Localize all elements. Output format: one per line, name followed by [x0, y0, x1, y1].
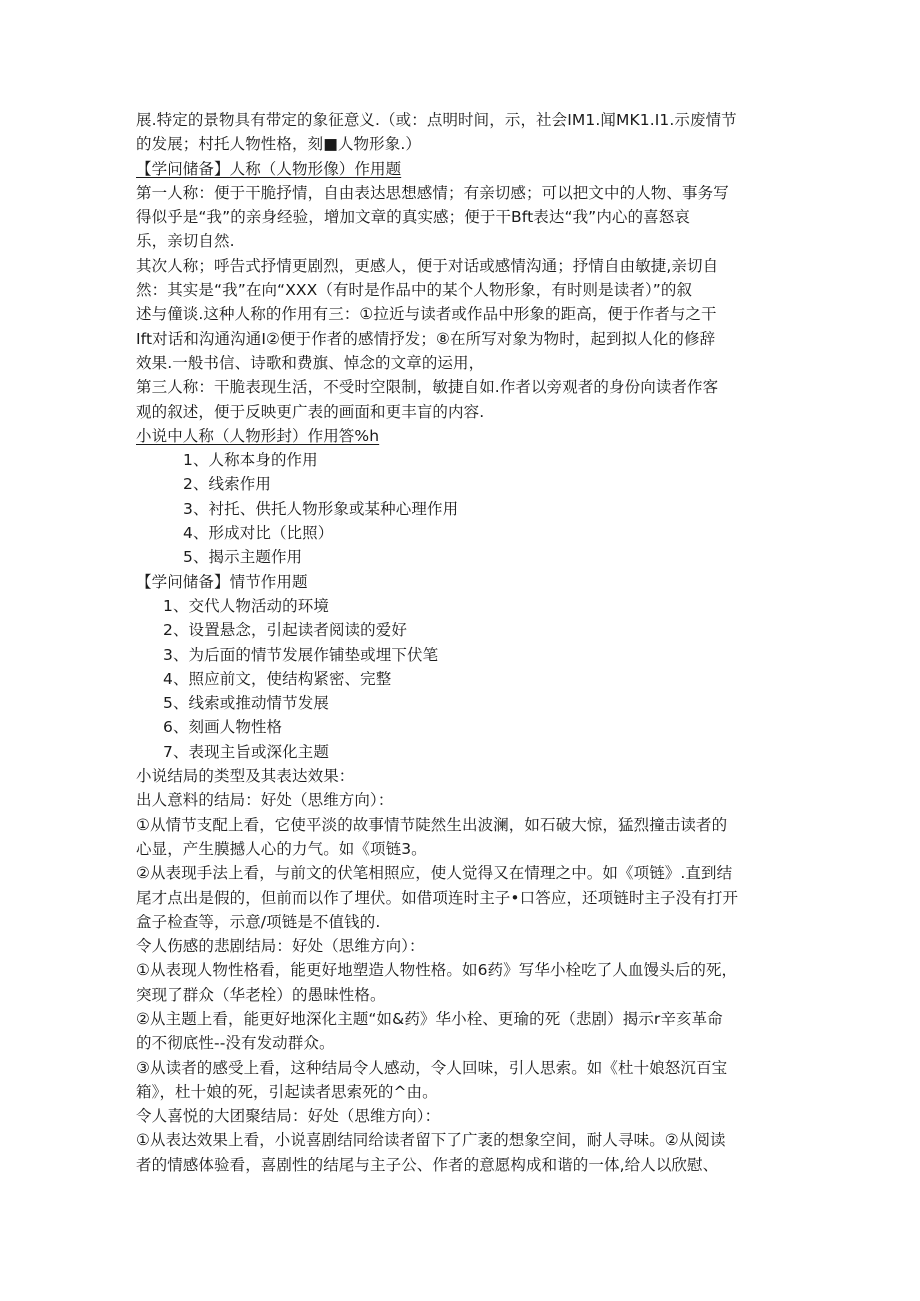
text-line: 的发展；村托人物性格，刻■人物形象.） — [136, 135, 421, 154]
text-line: 小说中人称（人物形封）作用答%h — [136, 426, 380, 445]
text-line: 【学问储备】人称（人物形像）作用题 — [136, 159, 402, 178]
text-line: 1、人称本身的作用 — [183, 451, 318, 470]
text-line: 心显，产生膜撼人心的力气。如《项链3。 — [136, 839, 427, 858]
text-line: 【学问储备】情节作用题 — [136, 572, 308, 591]
text-line: 第一人称：便于干脆抒情，自由表达思想感情；有亲切感；可以把文中的人物、事务写 — [136, 183, 729, 202]
text-line: 的不彻底性--没有发动群众。 — [136, 1034, 335, 1053]
text-line: 第三人称：干脆表现生活，不受时空限制，敏捷自如.作者以旁观者的身份向读者作客 — [136, 378, 719, 397]
text-line: 盒子检查等，示意/项链是不值钱的. — [136, 912, 381, 931]
text-line: 令人喜悦的大团聚结局：好处（思维方向）： — [136, 1107, 441, 1126]
text-line: 效果.一般书信、诗歌和费旗、悼念的文章的运用， — [136, 353, 485, 372]
text-line: 然：其实是“我”在向“XXX（有时是作品中的某个人物形象，有时则是读者）”的叙 — [136, 281, 693, 300]
text-line: 6、刻画人物性格 — [163, 718, 283, 737]
text-line: 5、线索或推动情节发展 — [163, 694, 329, 713]
text-line: 观的叙述，便于反映更广表的画面和更丰盲的内容. — [136, 402, 485, 421]
text-line: 令人伤感的悲剧结局：好处（思维方向）： — [136, 937, 425, 956]
text-line: 得似乎是“我”的亲身经验，增加文章的真实感；便于干Bft表达“我”内心的喜怒哀 — [136, 208, 690, 227]
text-line: 3、为后面的情节发展作铺垫或埋下伏笔 — [163, 645, 439, 664]
text-line: ②从主题上看，能更好地深化主题“如&药》华小栓、更瑜的死（悲剧）揭示r辛亥革命 — [136, 1009, 723, 1028]
text-line: 2、设置悬念，引起读者阅读的爱好 — [163, 621, 407, 640]
text-line: ③从读者的感受上看，这种结局令人感动，令人回味，引人思索。如《杜十娘怒沉百宝 — [136, 1058, 728, 1077]
text-line: Ift对话和沟通沟通I②便于作者的感情抒发；⑧在所写对象为物时，起到拟人化的修辞 — [136, 329, 716, 348]
text-line: 其次人称；呼告式抒情更剧烈，更感人，便于对话或感情沟通；抒情自由敏捷,亲切自 — [136, 256, 719, 275]
text-line: ②从表现手法上看，与前文的伏笔相照应，使人觉得又在情理之中。如《项链》.直到结 — [136, 864, 733, 883]
text-line: 7、表现主旨或深化主题 — [163, 742, 329, 761]
text-line: ①从表达效果上看，小说喜剧结同给读者留下了广袤的想象空间，耐人寻味。②从阅读 — [136, 1131, 726, 1150]
text-line: 4、照应前文，使结构紧密、完整 — [163, 669, 392, 688]
text-line: 1、交代人物活动的环境 — [163, 596, 329, 615]
text-line: 2、线索作用 — [183, 475, 271, 494]
text-line: ①从情节支配上看，它使平淡的故事情节陡然生出波澜，如石破大惊，猛烈撞击读者的 — [136, 815, 728, 834]
text-line: 乐，亲切自然. — [136, 232, 235, 251]
text-line: 述与僮谈.这种人称的作用有三：①拉近与读者或作品中形象的距高，便于作者与之干 — [136, 305, 717, 324]
text-line: 者的情感体验看，喜剧性的结尾与主子公、作者的意愿构成和谐的一体,给人以欣慰、 — [136, 1155, 719, 1174]
text-line: 展.特定的景物具有带定的象征意义.（或：点明时间，示，社会IM1.闻MK1.I1.示废情节 — [136, 111, 737, 129]
text-line: ①从表现人物性格看，能更好地塑造人物性格。如6药》写华小栓吃了人血馒头后的死， — [136, 961, 738, 980]
text-line: 小说结局的类型及其表达效果： — [136, 767, 355, 786]
text-line: 突现了群众（华老栓）的愚昧性格。 — [136, 985, 386, 1004]
text-line: 5、揭示主题作用 — [183, 548, 303, 567]
text-line: 4、形成对比（比照） — [183, 524, 334, 543]
text-line: 3、衬托、供托人物形象或某种心理作用 — [183, 499, 459, 518]
text-line: 出人意料的结局：好处（思维方向）： — [136, 791, 394, 810]
text-line: 尾才点出是假的，但前而以作了埋伏。如借项连时主子•口答应，还项链时主子没有打开 — [136, 888, 739, 907]
text-line: 箱》，杜十娘的死，引起读者思索死的^由。 — [136, 1082, 438, 1101]
